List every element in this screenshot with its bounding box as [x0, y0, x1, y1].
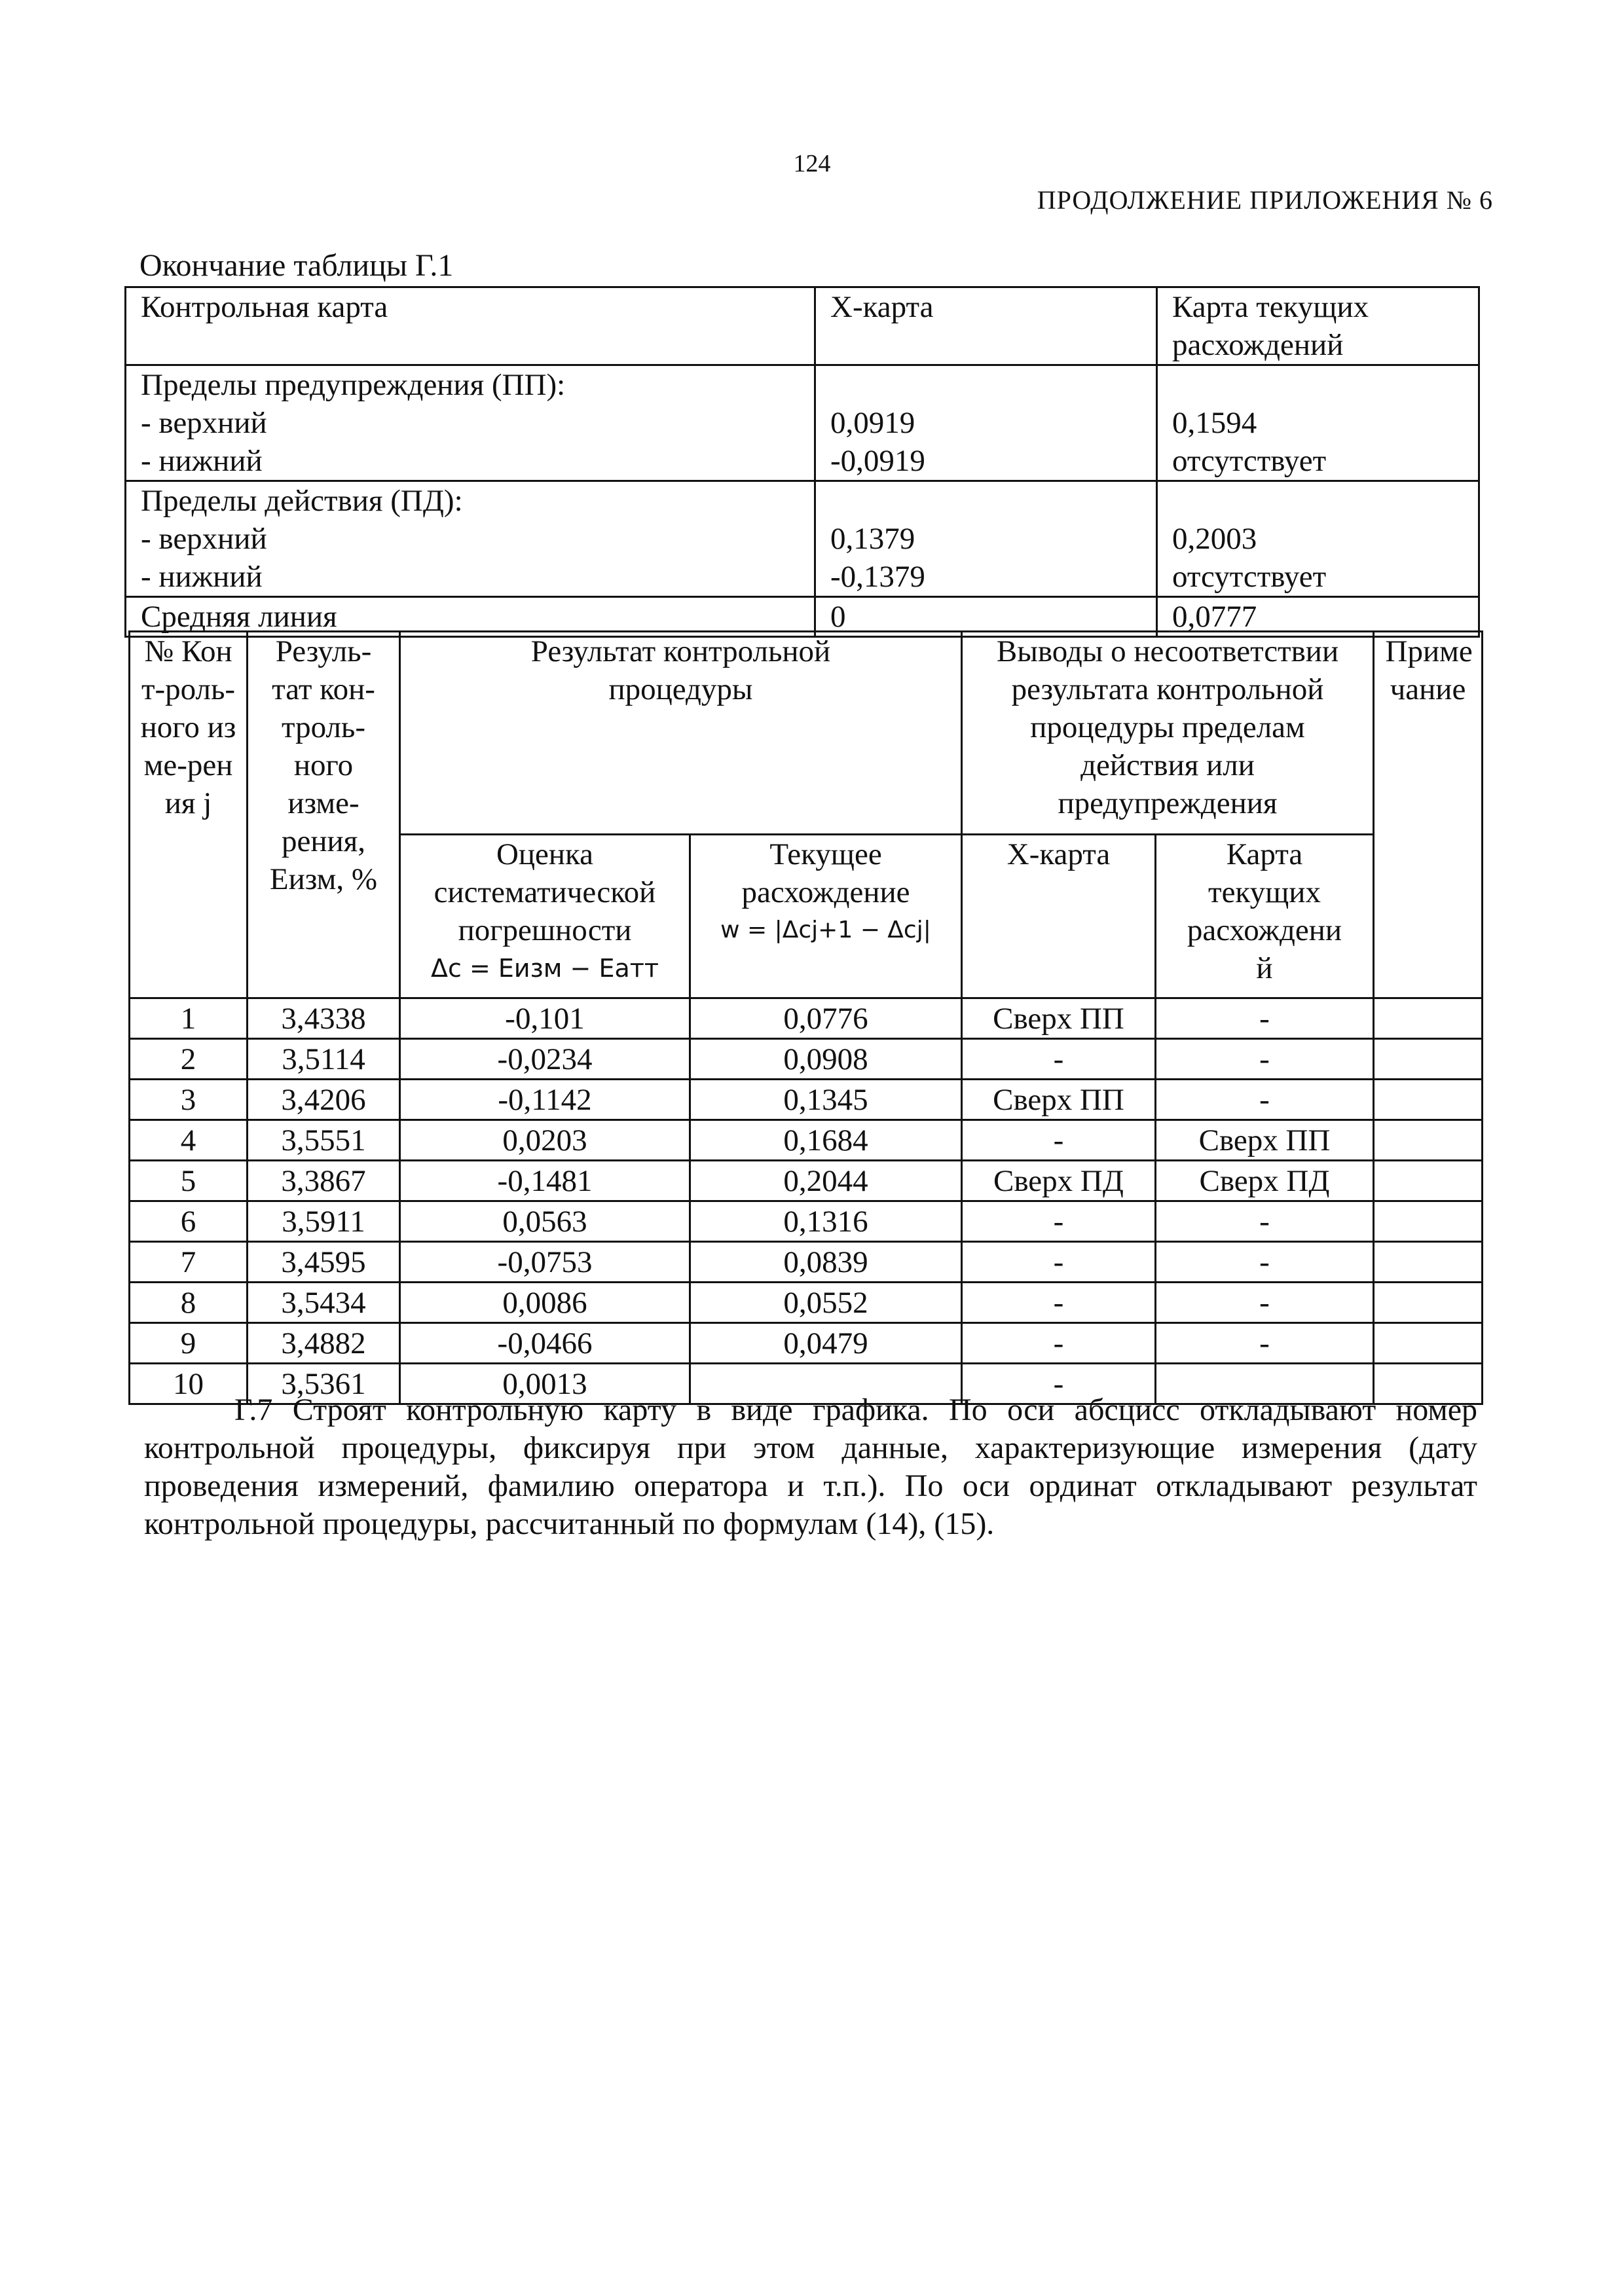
cell-sys-error: -0,101	[400, 998, 690, 1039]
x-lower-value: -0,0919	[830, 444, 925, 478]
cell-x-chart: Сверх ПД	[962, 1161, 1156, 1201]
cell-discrepancy: 0,1684	[690, 1120, 962, 1161]
header-r-chart	[1156, 835, 1374, 998]
header-procedure-result	[400, 632, 962, 835]
cell-r-chart: -	[1156, 1080, 1374, 1120]
cell-result: 3,5911	[248, 1201, 400, 1242]
header-conclusions	[962, 632, 1374, 835]
r-lower-value: отсутствует	[1172, 560, 1327, 594]
cell-number: 5	[130, 1161, 248, 1201]
cell-sys-error: -0,1481	[400, 1161, 690, 1201]
warning-limits-label	[126, 365, 815, 481]
cell-sys-error: 0,0086	[400, 1283, 690, 1323]
r-lower-value: отсутствует	[1172, 444, 1327, 478]
cell-x-chart: -	[962, 1283, 1156, 1323]
cell-note	[1374, 1161, 1483, 1201]
cell-number: 10	[130, 1364, 248, 1404]
cell-r-chart: Сверх ПД	[1156, 1161, 1374, 1201]
header-measurement-result	[248, 632, 400, 998]
middle-line-r: 0,0777	[1157, 597, 1479, 637]
cell-result: 3,5114	[248, 1039, 400, 1080]
cell-x-chart: -	[962, 1120, 1156, 1161]
cell-number: 3	[130, 1080, 248, 1120]
cell-r-chart: -	[1156, 1039, 1374, 1080]
cell-note	[1374, 1201, 1483, 1242]
discrepancy-formula: w = |Δcj+1 − Δcj|	[720, 917, 931, 943]
cell-discrepancy: 0,0552	[690, 1283, 962, 1323]
action-limits-label	[126, 481, 815, 597]
cell-discrepancy: 0,1316	[690, 1201, 962, 1242]
cell-r-chart: -	[1156, 1242, 1374, 1283]
cell-note	[1374, 1080, 1483, 1120]
results-header-row-1	[130, 632, 1483, 835]
paragraph-g7: Г.7 Строят контрольную карту в виде графика. По оси абсцисс откладывают номер контрольной процедуры, фиксируя при этом данные, характеризующие измерения (дату проведения измерений, фамилию оператора и т.п.). По оси ординат откладывают результат контрольной процедуры, рассчитанный по формулам (14), (15).	[144, 1393, 1477, 1541]
middle-line-label: Средняя линия	[126, 597, 815, 637]
action-limits-x	[815, 481, 1157, 597]
table-row	[130, 998, 1483, 1039]
header-note-text: Приме чание	[1385, 634, 1473, 706]
cell-number: 7	[130, 1242, 248, 1283]
cell-result: 3,4595	[248, 1242, 400, 1283]
results-body	[130, 998, 1483, 1404]
table-row	[130, 1080, 1483, 1120]
cell-number: 9	[130, 1323, 248, 1364]
warning-limits-x	[815, 365, 1157, 481]
table-row	[130, 1283, 1483, 1323]
r-upper-value: 0,2003	[1172, 522, 1257, 556]
cell-r-chart: Сверх ПП	[1156, 1120, 1374, 1161]
x-upper-value: 0,1379	[830, 522, 915, 556]
cell-x-chart: Сверх ПП	[962, 1080, 1156, 1120]
warning-limits-row	[126, 365, 1479, 481]
cell-x-chart: -	[962, 1323, 1156, 1364]
group-title: Пределы действия (ПД):	[141, 484, 463, 518]
cell-note	[1374, 1120, 1483, 1161]
table-row	[130, 1323, 1483, 1364]
cell-note	[1374, 1242, 1483, 1283]
cell-result: 3,5551	[248, 1120, 400, 1161]
table-row	[130, 1039, 1483, 1080]
cell-result: 3,4338	[248, 998, 400, 1039]
warning-limits-r	[1157, 365, 1479, 481]
header-procedure-result-text: Результат контрольной процедуры	[530, 634, 831, 706]
cell-sys-error: 0,0563	[400, 1201, 690, 1242]
table-caption: Окончание таблицы Г.1	[139, 248, 454, 283]
cell-number: 8	[130, 1283, 248, 1323]
cell-result: 3,4206	[248, 1080, 400, 1120]
cell-discrepancy: 0,1345	[690, 1080, 962, 1120]
header-note	[1374, 632, 1483, 998]
page-number: 124	[793, 150, 831, 177]
cell-number: 4	[130, 1120, 248, 1161]
table-row	[130, 1201, 1483, 1242]
action-limits-r	[1157, 481, 1479, 597]
header-measurement-number	[130, 632, 248, 998]
group-title: Пределы предупреждения (ПП):	[141, 368, 566, 402]
header-r-chart-text: Карта текущих расхождени й	[1187, 837, 1342, 985]
cell-r-chart: -	[1156, 1283, 1374, 1323]
cell-sys-error: 0,0203	[400, 1120, 690, 1161]
lower-label: - нижний	[141, 444, 263, 478]
cell-discrepancy: 0,0839	[690, 1242, 962, 1283]
cell-sys-error: -0,0753	[400, 1242, 690, 1283]
cell-sys-error: -0,0466	[400, 1323, 690, 1364]
cell-note	[1374, 1039, 1483, 1080]
table-row	[130, 1161, 1483, 1201]
col-header-discrepancy-chart: Карта текущих расхождений	[1157, 287, 1479, 365]
action-limits-row	[126, 481, 1479, 597]
cell-note	[1374, 1323, 1483, 1364]
cell-discrepancy: 0,0479	[690, 1323, 962, 1364]
cell-result: 3,5361	[248, 1364, 400, 1404]
middle-line-x: 0	[815, 597, 1157, 637]
upper-label: - верхний	[141, 406, 267, 440]
cell-discrepancy: 0,2044	[690, 1161, 962, 1201]
cell-sys-error: -0,1142	[400, 1080, 690, 1120]
cell-discrepancy: 0,0776	[690, 998, 962, 1039]
col-header-x-chart: X-карта	[815, 287, 1157, 365]
header-measurement-number-text: № Конт-роль-ного изме-рения j	[140, 634, 236, 820]
cell-r-chart: -	[1156, 998, 1374, 1039]
cell-sys-error: -0,0234	[400, 1039, 690, 1080]
cell-result: 3,3867	[248, 1161, 400, 1201]
cell-note	[1374, 998, 1483, 1039]
cell-x-chart: -	[962, 1039, 1156, 1080]
sys-error-formula: Δc = Eизм − Eатт	[430, 954, 659, 983]
cell-x-chart: Сверх ПП	[962, 998, 1156, 1039]
upper-label: - верхний	[141, 522, 267, 556]
header-sys-error	[400, 835, 690, 998]
cell-x-chart: -	[962, 1201, 1156, 1242]
limits-table	[124, 286, 1480, 638]
col-header-control-chart: Контрольная карта	[126, 287, 815, 365]
limits-header-row	[126, 287, 1479, 365]
cell-x-chart: -	[962, 1242, 1156, 1283]
x-lower-value: -0,1379	[830, 560, 925, 594]
header-measurement-result-text: Резуль-тат кон-троль-ного изме-рения, Еизм, %	[269, 634, 378, 896]
table-row	[130, 1242, 1483, 1283]
header-x-chart: X-карта	[962, 835, 1156, 998]
cell-r-chart: -	[1156, 1323, 1374, 1364]
cell-r-chart: -	[1156, 1201, 1374, 1242]
cell-x-chart: -	[962, 1364, 1156, 1404]
cell-result: 3,4882	[248, 1323, 400, 1364]
table-row	[130, 1120, 1483, 1161]
cell-result: 3,5434	[248, 1283, 400, 1323]
header-sys-error-text: Оценка систематической погрешности	[434, 837, 656, 947]
x-upper-value: 0,0919	[830, 406, 915, 440]
header-conclusions-text: Выводы о несоответствии результата контрольной процедуры пределам действия или предупреждения	[996, 634, 1339, 820]
r-upper-value: 0,1594	[1172, 406, 1257, 440]
cell-number: 1	[130, 998, 248, 1039]
cell-number: 6	[130, 1201, 248, 1242]
cell-number: 2	[130, 1039, 248, 1080]
results-table	[128, 630, 1483, 1405]
lower-label: - нижний	[141, 560, 263, 594]
header-discrepancy	[690, 835, 962, 998]
cell-sys-error: 0,0013	[400, 1364, 690, 1404]
cell-discrepancy: 0,0908	[690, 1039, 962, 1080]
cell-note	[1374, 1283, 1483, 1323]
header-discrepancy-text: Текущее расхождение	[741, 837, 910, 909]
appendix-title: ПРОДОЛЖЕНИЕ ПРИЛОЖЕНИЯ № 6	[1037, 185, 1493, 215]
